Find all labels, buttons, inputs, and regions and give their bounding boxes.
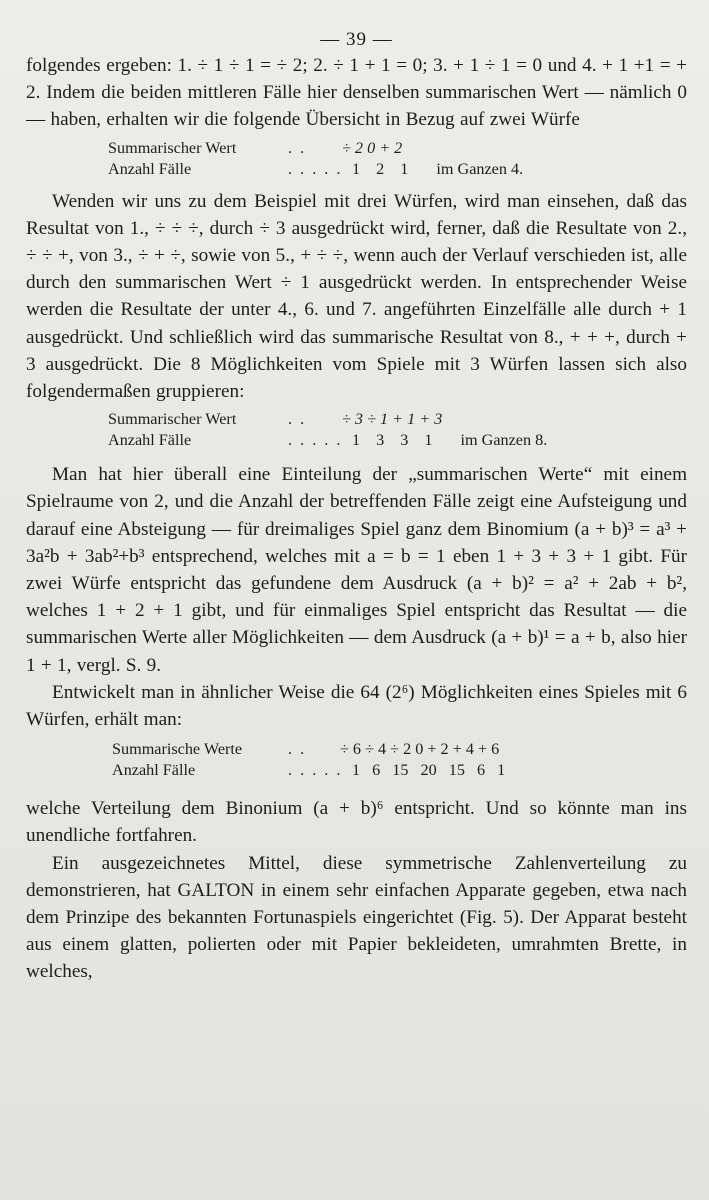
table-three-throws bbox=[108, 409, 687, 461]
row-label: Anzahl Fälle bbox=[112, 761, 196, 780]
table-two-throws bbox=[108, 138, 687, 188]
summary-values: ÷ 2 0 + 2 bbox=[342, 138, 403, 157]
case-counts: 1 6 15 20 15 6 1 bbox=[352, 761, 506, 780]
table-total: im Ganzen 8. bbox=[460, 431, 548, 450]
leader-dots: . . bbox=[288, 410, 307, 429]
table-row-counts bbox=[112, 760, 687, 781]
leader-dots: . . . . . bbox=[288, 159, 343, 178]
leader-dots: . . . . . bbox=[288, 431, 343, 450]
row-label: Summarische Werte bbox=[112, 740, 243, 759]
row-label: Summarischer Wert bbox=[108, 138, 237, 157]
paragraph-5: welche Verteilung dem Binonium (a + b)⁶ entspricht. Und so könnte man ins unendliche fortfahren. bbox=[26, 798, 687, 847]
paragraph-6: Ein ausgezeichnetes Mittel, diese symmetrische Zahlenverteilung zu demonstrieren, hat GALTON in einem sehr einfachen Apparate gegeben, etwa nach dem Prinzipe des bekannten Fortunaspiels eingerichtet (Fig. 5). Der Apparat besteht aus einem glatten, polierten oder mit Papier bekleideten, umrahmten Brette, in welches, bbox=[26, 852, 687, 983]
table-row-values bbox=[108, 138, 687, 159]
paragraph-1: folgendes ergeben: 1. ÷ 1 ÷ 1 = ÷ 2; 2. ÷ 1 + 1 = 0; 3. + 1 ÷ 1 = 0 und 4. + 1 +1 = + 2. Indem die beiden mittleren Fälle hier denselben summarischen Wert — nämlich 0 — haben, erhalten wir die folgende Übersicht in Bezug auf zwei Würfe bbox=[26, 55, 687, 131]
summary-values: ÷ 3 ÷ 1 + 1 + 3 bbox=[342, 410, 443, 429]
paragraph-3: Man hat hier überall eine Einteilung der „summarischen Werte“ mit einem Spielraume von 2, und die Anzahl der betreffenden Fälle zeigt eine Aufsteigung und darauf eine Absteigung — für dreimaliges Spiel ganz dem Binomium (a + b)³ = a³ + 3a²b + 3ab²+b³ entsprechend, welches mit a = b = 1 eben 1 + 3 + 3 + 1 gibt. Für zwei Würfe entspricht das gefundene dem Ausdruck (a + b)² = a² + 2ab + b², welches 1 + 2 + 1 gibt, und für einmaliges Spiel entspricht das Resultat — die summarischen Werte aller Möglichkeiten — dem Ausdruck (a + b)¹ = a + b, also hier 1 + 1, vergl. S. 9. bbox=[26, 464, 687, 676]
row-label: Summarischer Wert bbox=[108, 410, 237, 429]
table-row-values bbox=[108, 409, 687, 430]
table-six-throws bbox=[112, 739, 687, 795]
table-row-counts bbox=[108, 430, 687, 451]
leader-dots: . . . . . bbox=[288, 761, 343, 780]
leader-dots: . . bbox=[288, 740, 307, 759]
paragraph-2: Wenden wir uns zu dem Beispiel mit drei Würfen, wird man einsehen, daß das Resultat von 1., ÷ ÷ ÷, durch ÷ 3 ausgedrückt wird, ferner, daß die Resultate von 2., ÷ ÷ +, von 3., ÷ + ÷, sowie von 5., + ÷ ÷, wenn auch der Verlauf verschieden ist, alle durch den summarischen Wert ÷ 1 ausgedrückt werden. In entsprechender Weise werden die Resultate der unter 4., 6. und 7. angeführten Einzelfälle alle durch + 1 ausgedrückt. Und schließlich wird das summarische Resultat von 8., + + +, durch + 3 ausgedrückt. Die 8 Möglichkeiten vom Spiele mit 3 Würfen lassen sich also folgendermaßen gruppieren: bbox=[26, 190, 687, 403]
page-number: — 39 — bbox=[320, 29, 393, 50]
paragraph-4: Entwickelt man in ähnlicher Weise die 64 (2⁶) Möglichkeiten eines Spieles mit 6 Würfen, erhält man: bbox=[26, 681, 687, 731]
table-row-counts bbox=[108, 159, 687, 180]
table-row-values bbox=[112, 739, 687, 760]
case-counts: 1 2 1 bbox=[352, 159, 409, 178]
row-label: Anzahl Fälle bbox=[108, 431, 192, 450]
case-counts: 1 3 3 1 bbox=[352, 431, 433, 450]
row-label: Anzahl Fälle bbox=[108, 159, 192, 178]
leader-dots: . . bbox=[288, 138, 307, 157]
table-total: im Ganzen 4. bbox=[436, 159, 524, 178]
summary-values: ÷ 6 ÷ 4 ÷ 2 0 + 2 + 4 + 6 bbox=[340, 740, 500, 759]
